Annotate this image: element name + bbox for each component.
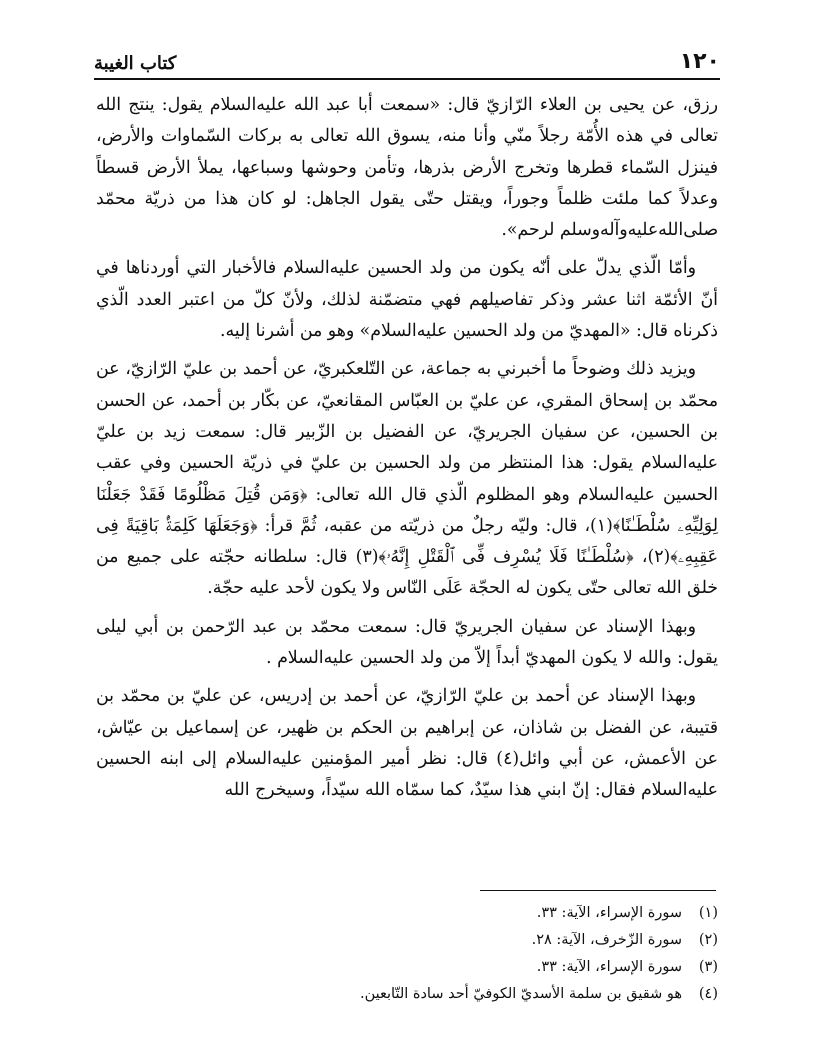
paragraph: رزق، عن يحيى بن العلاء الرّازيّ قال: «سمعت أبا عبد الله عليه‌السلام يقول: ينتج الله تعالى في هذه الأُمّة رجلاً منّي وأنا منه، يسوق الله تعالى به بركات السّماوات والأرض، فينزل السّماء قطرها وتخرج الأرض بذرها، وتأمن وحوشها وسباعها، يملأ الأرض قسطاً وعدلاً كما ملئت ظلماً وجوراً، ويقتل حتّى يقول الجاهل: لو كان هذا من ذريّة محمّد صلى‌الله‌عليه‌وآله‌وسلم لرحم». bbox=[96, 95, 718, 241]
paragraph: وبهذا الإسناد عن سفيان الجريريّ قال: سمعت محمّد بن عبد الرّحمن بن أبي ليلى يقول: والله لا يكون المهديّ أبداً إلاّ من ولد الحسين عليه‌السلام . bbox=[96, 616, 718, 669]
page-number: ١٢٠ bbox=[679, 49, 720, 74]
footnote-number: (٤) bbox=[698, 986, 718, 1002]
footnotes bbox=[96, 900, 718, 1008]
footnote-divider bbox=[480, 890, 716, 891]
footnote-number: (٢) bbox=[698, 932, 718, 948]
footnote bbox=[96, 954, 718, 981]
main-text bbox=[96, 90, 718, 814]
footnote bbox=[96, 981, 718, 1008]
paragraph: ويزيد ذلك وضوحاً ما أخبرني به جماعة، عن التّلعكبريّ، عن أحمد بن عليّ الرّازيّ، عن محمّد بن إسحاق المقري، عن عليّ بن العبّاس المقانعيّ، عن بكّار بن أحمد، عن الحسن بن الحسين، عن سفيان الجريريّ، عن الفضيل بن الزّبير قال: سمعت زيد بن عليّ عليه‌السلام يقول: هذا المنتظر من ولد الحسين بن عليّ في ذريّة الحسين وفي عقب الحسين عليه‌السلام وهو المظلوم الّذي قال الله تعالى: ﴿وَمَن قُتِلَ مَظْلُومًا فَقَدْ جَعَلْنَا لِوَلِيِّهِۦ سُلْطَـٰنًا﴾(١)، قال: وليّه رجلٌ من ذريّته من عقبه، ثُمَّ قرأ: ﴿وَجَعَلَهَا كَلِمَةًۢ بَاقِيَةً فِى عَقِبِهِۦ﴾(٢)، ﴿سُلْطَـٰنًا فَلَا يُسْرِف فِّى ٱلْقَتْلِ إِنَّهُۥ﴾(٣) قال: سلطانه حجّته على جميع من خلق الله تعالى حتّى يكون له الحجّة عَلَى النّاس ولا يكون لأحد عليه حجّة. bbox=[96, 359, 718, 599]
paragraph: وبهذا الإسناد عن أحمد بن عليّ الرّازيّ، عن أحمد بن إدريس، عن عليّ بن محمّد بن قتيبة، عن الفضل بن شاذان، عن إبراهيم بن الحكم بن ظهير، عن إسماعيل بن عيّاش، عن الأعمش، عن أبي وائل(٤) قال: نظر أمير المؤمنين عليه‌السلام إلى ابنه الحسين عليه‌السلام فقال: إنّ ابني هذا سيّدٌ، كما سمّاه الله سيّداً، وسيخرج الله bbox=[96, 686, 718, 801]
page-header bbox=[94, 40, 720, 80]
footnote-number: (١) bbox=[698, 905, 718, 921]
footnote-text: سورة الزّخرف، الآية: ٢٨. bbox=[531, 932, 682, 948]
footnote-text: هو شقيق بن سلمة الأسديّ الكوفيّ أحد سادة التّابعين. bbox=[359, 986, 682, 1002]
footnote bbox=[96, 927, 718, 954]
footnote bbox=[96, 900, 718, 927]
paragraph: وأمّا الّذي يدلّ على أنّه يكون من ولد الحسين عليه‌السلام فالأخبار التي أوردناها في أنّ الأئمّة اثنا عشر وذكر تفاصيلهم فهي متضمّنة لذلك، ولأنّ كلّ من اعتبر العدد الّذي ذكرناه قال: «المهديّ من ولد الحسين عليه‌السلام» وهو من أشرنا إليه. bbox=[96, 258, 718, 342]
footnote-text: سورة الإسراء، الآية: ٣٣. bbox=[536, 905, 682, 921]
book-title: كتاب الغيبة bbox=[94, 53, 177, 74]
footnote-number: (٣) bbox=[698, 959, 718, 975]
footnote-text: سورة الإسراء، الآية: ٣٣. bbox=[536, 959, 682, 975]
